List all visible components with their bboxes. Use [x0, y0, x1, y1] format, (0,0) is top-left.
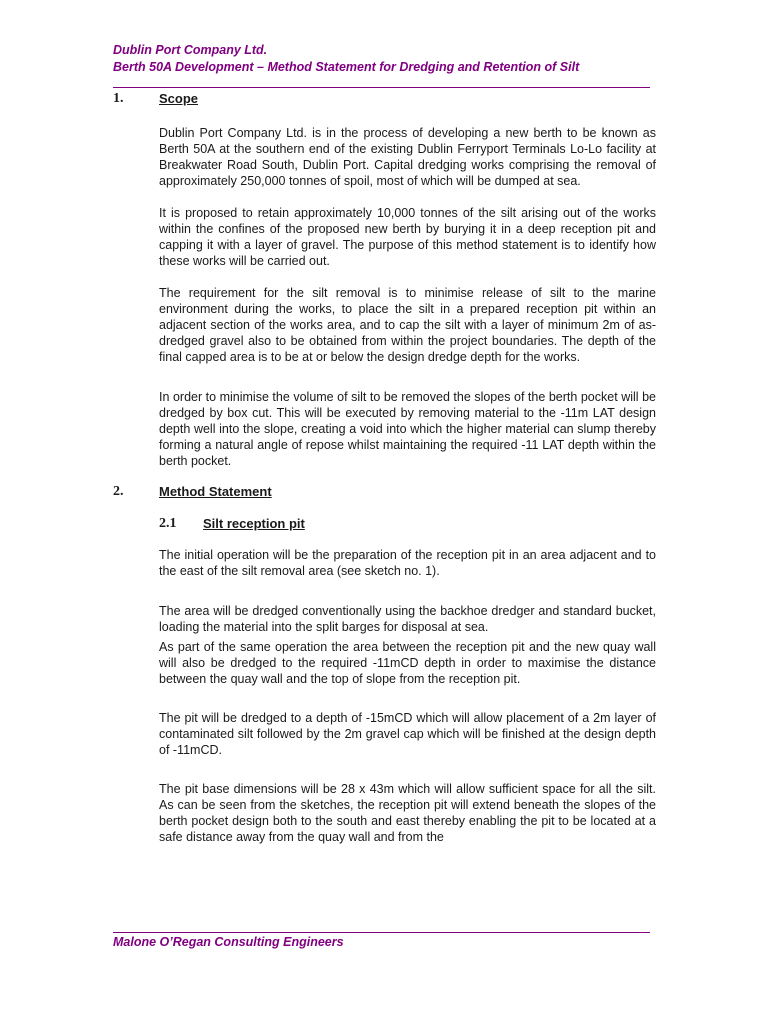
paragraph: The pit base dimensions will be 28 x 43m which will allow sufficient space for all the silt. As can be seen from the sketches, the reception pit will extend beneath the slopes of the berth pocket design both to the south and east thereby enabling the pit to be located at a safe distance away from the quay wall and from the — [159, 782, 656, 844]
paragraph: The pit will be dredged to a depth of -15mCD which will allow placement of a 2m layer of contaminated silt followed by the 2m gravel cap which will be finished at the design depth of -11mCD. — [159, 711, 656, 757]
section-number: 2. — [113, 484, 124, 499]
header-document-title: Berth 50A Development – Method Statement for Dredging and Retention of Silt — [113, 60, 580, 74]
page-header — [113, 42, 653, 76]
paragraph: As part of the same operation the area between the reception pit and the new quay wall will also be dredged to the required -11mCD depth in order to maximise the distance between the quay wall and the top of slope from the reception pit. — [159, 640, 656, 686]
header-rule — [113, 87, 650, 88]
section-heading-scope — [113, 90, 658, 108]
document-body — [113, 90, 658, 845]
subsection-heading-silt-reception-pit — [159, 515, 658, 533]
section-number: 1. — [113, 91, 124, 106]
section-title: Method Statement — [159, 484, 272, 499]
paragraph: It is proposed to retain approximately 10,000 tonnes of the silt arising out of the works within the confines of the proposed new berth by burying it in a deep reception pit and capping it with a layer of gravel. The purpose of this method statement is to identify how these works will be carried out. — [159, 206, 656, 268]
paragraph: The initial operation will be the preparation of the reception pit in an area adjacent and to the east of the silt removal area (see sketch no. 1). — [159, 548, 656, 578]
paragraph: In order to minimise the volume of silt to be removed the slopes of the berth pocket will be dredged by box cut. This will be executed by removing material to the -11m LAT design depth well into the slope, creating a void into which the higher material can slump thereby forming a natural angle of repose whilst maintaining the required -11 LAT depth within the berth pocket. — [159, 390, 656, 468]
paragraph: The requirement for the silt removal is to minimise release of silt to the marine environment during the works, to place the silt in a prepared reception pit within an adjacent section of the works area, and to cap the silt with a layer of minimum 2m of as-dredged gravel also to be obtained from within the project boundaries. The depth of the final capped area is to be at or below the design dredge depth for the works. — [159, 286, 656, 364]
paragraph: Dublin Port Company Ltd. is in the process of developing a new berth to be known as Berth 50A at the southern end of the existing Dublin Ferryport Terminals Lo-Lo facility at Breakwater Road South, Dublin Port. Capital dredging works comprising the removal of approximately 250,000 tonnes of spoil, most of which will be dumped at sea. — [159, 126, 656, 188]
paragraph: The area will be dredged conventionally using the backhoe dredger and standard bucket, loading the material into the split barges for disposal at sea. — [159, 604, 656, 634]
footer-company: Malone O’Regan Consulting Engineers — [113, 935, 344, 949]
header-company: Dublin Port Company Ltd. — [113, 43, 268, 57]
footer-rule — [113, 932, 650, 933]
section-heading-method — [113, 483, 658, 501]
section-title: Scope — [159, 91, 199, 106]
subsection-title: Silt reception pit — [203, 516, 305, 531]
subsection-number: 2.1 — [159, 516, 177, 531]
